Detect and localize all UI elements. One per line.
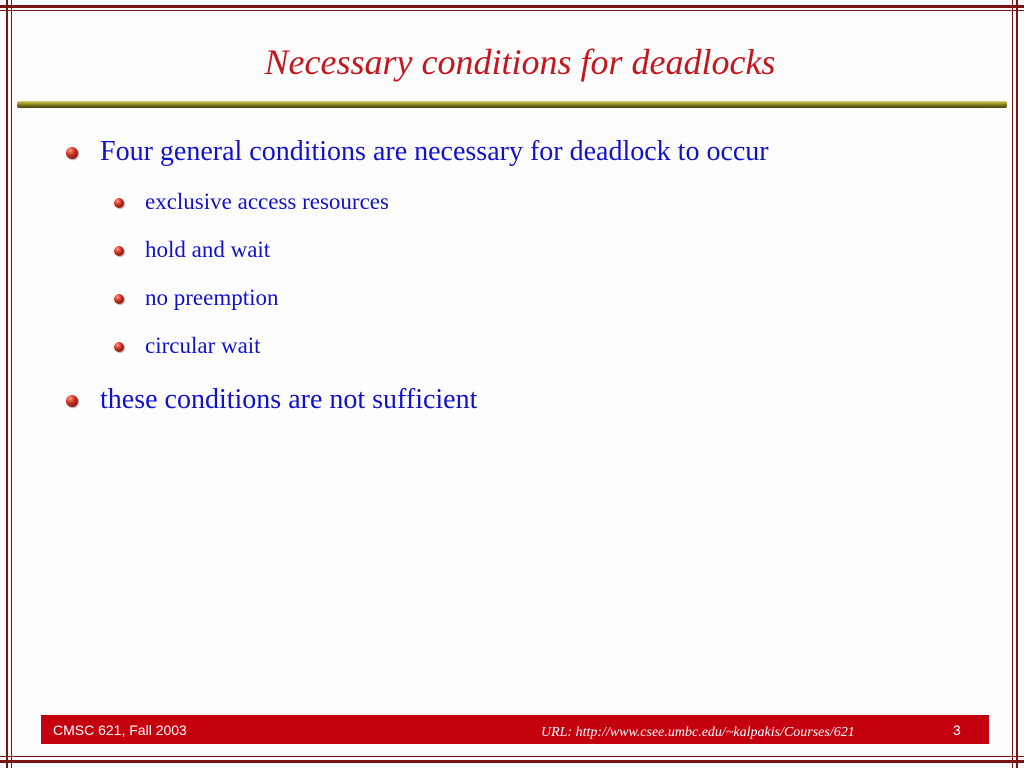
sub-bullet-item	[145, 188, 389, 216]
bullet-item	[100, 135, 769, 169]
red-sphere-bullet-icon	[66, 395, 78, 407]
sub-bullet-item	[145, 284, 279, 312]
red-sphere-bullet-icon	[114, 246, 124, 256]
sub-bullet-text: hold and wait	[145, 237, 271, 262]
red-sphere-bullet-icon	[114, 198, 124, 208]
sub-bullet-item	[145, 332, 261, 360]
red-sphere-bullet-icon	[114, 342, 124, 352]
frame-bottom-inner	[0, 756, 1024, 757]
slide-title: Necessary conditions for deadlocks	[264, 42, 776, 82]
sub-bullet-text: circular wait	[145, 333, 261, 358]
sub-bullet-text: no preemption	[145, 285, 279, 310]
sub-bullet-item	[145, 236, 270, 264]
red-sphere-bullet-icon	[66, 147, 78, 159]
footer-course-label: CMSC 621, Fall 2003	[53, 722, 187, 738]
red-sphere-bullet-icon	[114, 294, 124, 304]
bullet-text: these conditions are not sufficient	[100, 384, 478, 415]
page-number: 3	[953, 722, 961, 738]
footer-url-label: URL: http://www.csee.umbc.edu/~kalpakis/Courses/621	[541, 725, 855, 740]
bullet-item	[100, 383, 477, 417]
bullet-text: Four general conditions are necessary for deadlock to occur	[100, 136, 769, 167]
frame-bottom-outer	[0, 760, 1024, 763]
sub-bullet-text: exclusive access resources	[145, 189, 389, 214]
